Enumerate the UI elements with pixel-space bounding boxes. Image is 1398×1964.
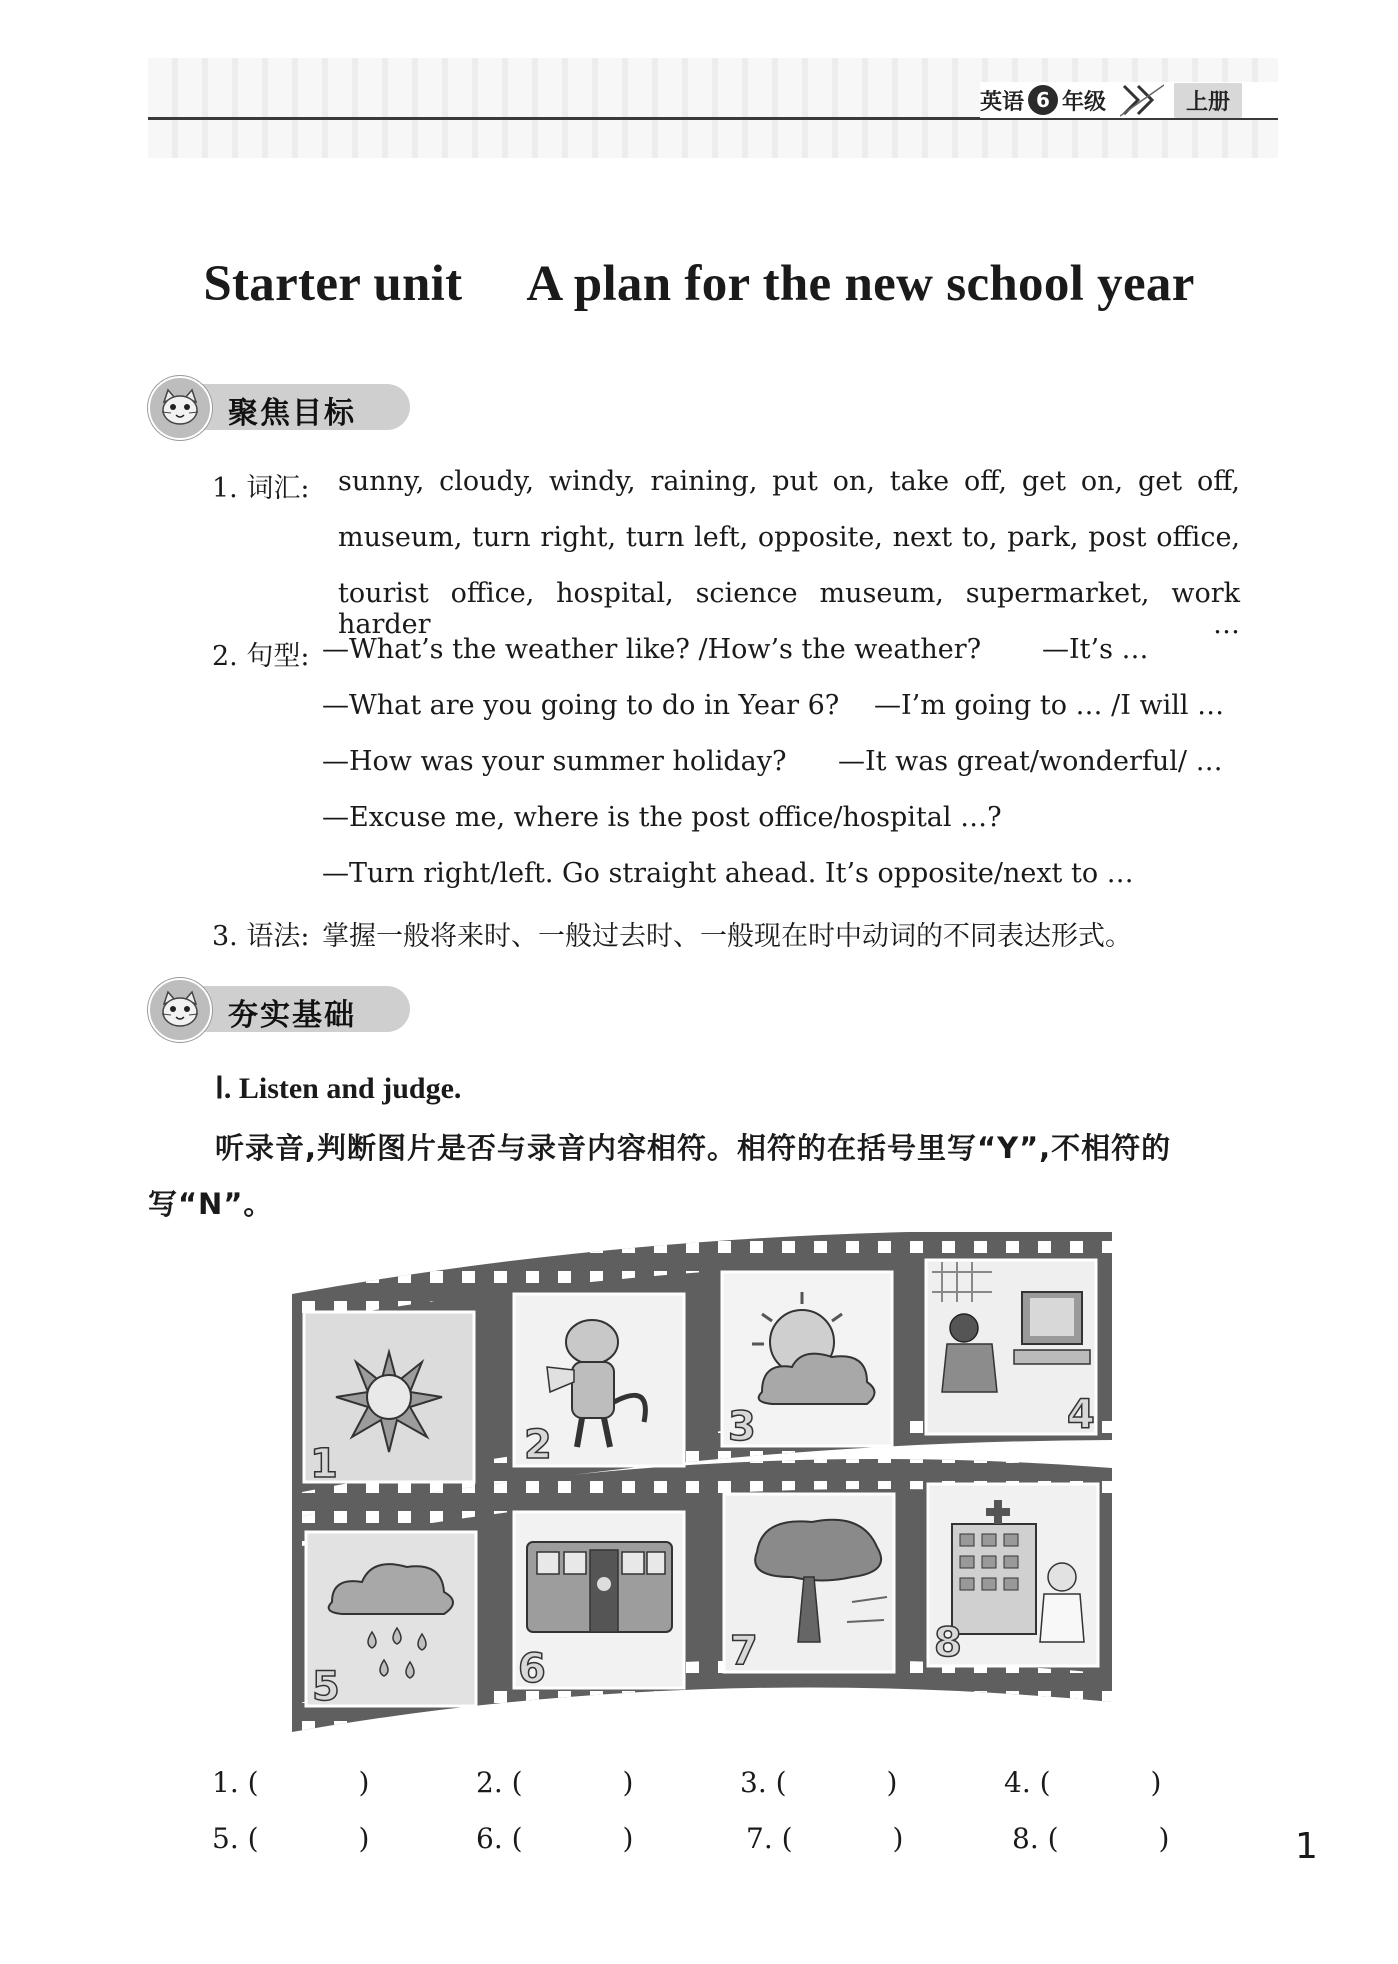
pattern-4-question: —Excuse me, where is the post office/hospital …? (322, 802, 1002, 833)
vocab-label: 1. 词汇: (212, 473, 310, 504)
answer-label-8: 8. ( (1012, 1822, 1059, 1855)
running-header (980, 82, 1278, 118)
frame-number-4: 4 (1067, 1392, 1095, 1438)
vocab-line-3: tourist office, hospital, science museum, supermarket, work harder … (338, 578, 1240, 640)
answer-label-3: 3. ( (740, 1766, 787, 1799)
patterns-label: 2. 句型: (212, 641, 310, 672)
answer-blank-8[interactable]: 8. ( ) (1012, 1822, 1170, 1855)
cat-mascot-icon (158, 388, 202, 428)
frame-number-7: 7 (730, 1628, 758, 1674)
page-title (0, 255, 1398, 313)
answer-label-5: 5. ( (212, 1822, 259, 1855)
frame-3-cloudy (722, 1272, 892, 1450)
answer-blank-3[interactable]: 3. ( ) (740, 1766, 898, 1799)
frame-7-windy (724, 1494, 894, 1674)
frame-8-hospital (928, 1484, 1098, 1666)
answer-blank-2[interactable]: 2. ( ) (476, 1766, 634, 1799)
frame-6-bus (514, 1512, 684, 1692)
answer-label-1: 1. ( (212, 1766, 259, 1799)
header-grade: 6 (1028, 85, 1058, 115)
cat-mascot-icon (158, 990, 202, 1030)
header-subject: 英语 (980, 89, 1025, 115)
task-instruction-line-2: 写“N”。 (148, 1187, 274, 1221)
frame-number-6: 6 (518, 1646, 546, 1692)
answer-label-6: 6. ( (476, 1822, 523, 1855)
frame-number-1: 1 (310, 1441, 338, 1487)
frame-2-tiger (514, 1294, 684, 1468)
section-badge-basics (148, 978, 410, 1038)
answer-label-4: 4. ( (1004, 1766, 1051, 1799)
section-badge-focus (148, 376, 410, 436)
answer-blank-4[interactable]: 4. ( ) (1004, 1766, 1162, 1799)
frame-4-computer (926, 1260, 1096, 1438)
task-instruction-line-1: 听录音,判断图片是否与录音内容相符。相符的在括号里写“Y”,不相符的 (215, 1131, 1172, 1165)
pattern-1-question: —What’s the weather like? /How’s the weather? (322, 634, 982, 665)
double-chevron-icon (1120, 83, 1164, 117)
vocab-line-1: sunny, cloudy, windy, raining, put on, take off, get on, get off, (338, 466, 1240, 497)
answer-blank-1[interactable]: 1. ( ) (212, 1766, 370, 1799)
vocab-line-2: museum, turn right, turn left, opposite, next to, park, post office, (338, 522, 1240, 553)
section-label-focus: 聚焦目标 (228, 396, 356, 431)
answer-label-2: 2. ( (476, 1766, 523, 1799)
frame-number-2: 2 (524, 1422, 552, 1468)
grammar-label: 3. 语法: (212, 921, 310, 952)
pattern-1-answer: —It’s … (1042, 634, 1149, 665)
header-grade-suffix: 年级 (1062, 89, 1107, 115)
unit-name: A plan for the new school year (526, 256, 1195, 312)
pattern-2-question: —What are you going to do in Year 6? (322, 690, 840, 721)
answer-label-7: 7. ( (746, 1822, 793, 1855)
grammar-text: 掌握一般将来时、一般过去时、一般现在时中动词的不同表达形式。 (322, 921, 1132, 952)
frame-1-sunny (304, 1312, 474, 1487)
unit-label: Starter unit (203, 256, 463, 312)
section-label-basics: 夯实基础 (228, 998, 356, 1033)
frame-number-5: 5 (312, 1664, 340, 1710)
pattern-5-question: —Turn right/left. Go straight ahead. It’s opposite/next to … (322, 858, 1134, 889)
frame-number-3: 3 (728, 1404, 756, 1450)
page-number: 1 (1295, 1826, 1318, 1867)
answer-blank-7[interactable]: 7. ( ) (746, 1822, 904, 1855)
film-strip-illustration (292, 1232, 1112, 1732)
pattern-3-question: —How was your summer holiday? (322, 746, 787, 777)
header-volume: 上册 (1174, 83, 1242, 118)
pattern-2-answer: —I’m going to … /I will … (874, 690, 1225, 721)
frame-5-rain (306, 1532, 476, 1710)
answer-blank-5[interactable]: 5. ( ) (212, 1822, 370, 1855)
answer-blank-6[interactable]: 6. ( ) (476, 1822, 634, 1855)
task-title: Ⅰ. Listen and judge. (215, 1072, 462, 1105)
pattern-3-answer: —It was great/wonderful/ … (838, 746, 1223, 777)
frame-number-8: 8 (934, 1620, 962, 1666)
